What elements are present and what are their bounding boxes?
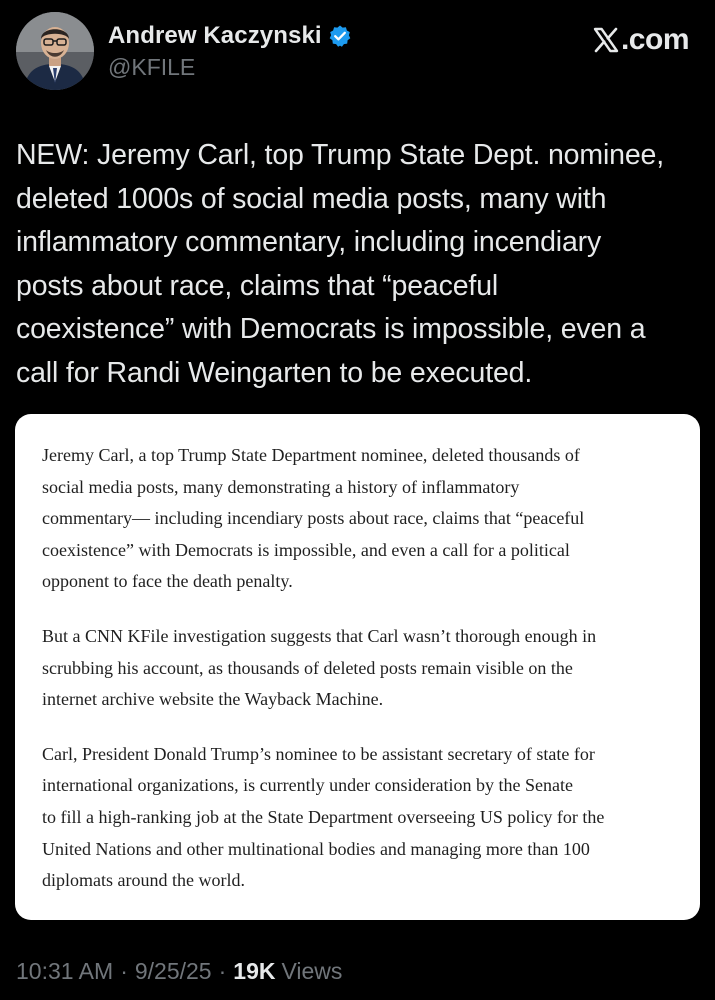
avatar[interactable] [16, 12, 94, 90]
tweet-header [16, 12, 699, 92]
meta-separator: · [120, 958, 128, 984]
article-paragraph: But a CNN KFile investigation suggests that Carl wasn’t thorough enough in scrubbing his account, as thousands of deleted posts remain visible on the internet archive website the Wayback Machine. [42, 625, 597, 710]
site-suffix: .com [620, 23, 689, 56]
author-name-row [108, 20, 352, 52]
verified-badge-icon [328, 24, 352, 48]
tweet-time[interactable]: 10:31 AM [16, 958, 114, 984]
x-logo-icon [593, 27, 619, 53]
author-handle[interactable]: @KFILE [108, 54, 196, 80]
author-display-name[interactable]: Andrew Kaczynski [108, 22, 322, 49]
article-paragraph: Jeremy Carl, a top Trump State Department nominee, deleted thousands of social media posts, many demonstrating a history of inflammatory commentary— including incendiary posts about race, claims that “peaceful coexistence” with Democrats is impossible, and even a call for a political opponent to face the death penalty. [42, 445, 585, 592]
article-paragraph: Carl, President Donald Trump’s nominee to be assistant secretary of state for international organizations, is currently under consideration by the Senate to fill a high-ranking job at the State Department overseeing US policy for the United Nations and other multinational bodies and managing more than 100 diplomats around the world. [42, 743, 605, 891]
views-count[interactable]: 19K [233, 958, 276, 984]
tweet-text: NEW: Jeremy Carl, top Trump State Dept. nominee, deleted 1000s of social media posts, many with inflammatory commentary, including incendiary posts about race, claims that “peaceful coexistence” with Democrats is impossible, even a call for Randi Weingarten to be executed. [16, 139, 665, 389]
article-screenshot-card[interactable] [15, 414, 700, 920]
tweet-date[interactable]: 9/25/25 [134, 958, 212, 984]
avatar-photo [16, 12, 94, 90]
meta-separator: · [218, 958, 227, 984]
tweet-meta [16, 958, 342, 985]
views-label[interactable]: Views [281, 958, 343, 984]
site-logo [593, 22, 689, 58]
